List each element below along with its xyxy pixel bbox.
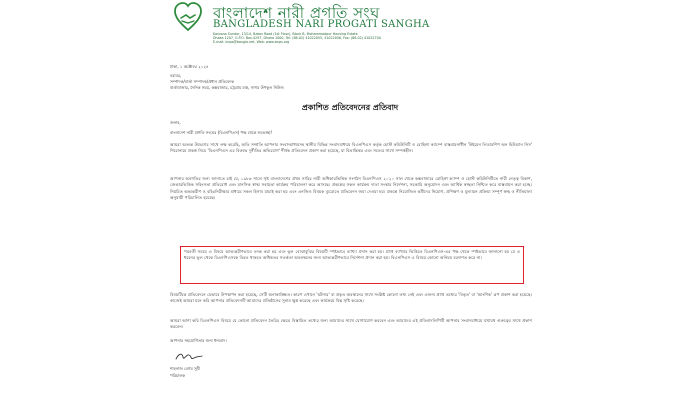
salutation: জনাব,: [170, 120, 181, 125]
org-contact-line: E-mail: bnps@bangla.net, Web: www.bnps.org: [213, 40, 290, 44]
paragraph-objection: বিষয়টিকে প্রতিবেদনে যেভাবে উপস্থাপন করা হয়েছে, সেটি অনাকাঙ্ক্ষিত। কারণ এখানে 'ঘটনার' বা প্রকৃত অবস্থানের সাথে সংশ্লিষ্ট কোনো তথ্য নেই এবং এজন্য প্রাপ্ত তথ্যের 'বিকৃত' বা 'আংশিক' রূপ প্রকাশ করা হয়েছে। কাজেই আমরা মনে করি আপনার প্রতিবেদনটি আমাদের প্রতিষ্ঠানের সুনাম ক্ষুণ্ণ করেছে এবং কার্যক্রমে বিঘ্ন সৃষ্টি করেছে।: [170, 292, 532, 304]
org-logo-icon: [173, 2, 203, 32]
paragraph-highlighted: পরবর্তী সময়ে এ বিষয়ে আভ্যন্তরীণভাবে তদন্ত করা হয় এবং ভুল বোঝাবুঝির বিষয়টি স্পষ্টভাবে ব্যাখ্যা প্রদান করা হয়। প্রাপ্ত ব্যাখ্যার ভিত্তিতে বিএনপিএস-এর পক্ষ থেকে স্পষ্টভাবে জানানো হয় যে এ ধরনের ভুল থেকে বিএনপিএসকে বিরত থাকতে অধিকতর সতর্কতা অবলম্বনের জন্য আভ্যন্তরীণভাবে নির্দেশনা প্রদান করা হয়। বিএনপিএস এ বিষয়ে কোনো অনিয়ম বরদাশত করে না।: [184, 249, 520, 261]
letter-title: প্রকাশিত প্রতিবেদনের প্রতিবাদ: [301, 103, 399, 112]
closing-line: আপনার সহযোগিতার জন্য ধন্যবাদ।: [170, 338, 227, 343]
greeting-line: বাংলাদেশ নারী প্রগতি সংঘের (বিএনপিএস) পক্ষ থেকে শুভেচ্ছা!: [170, 130, 273, 135]
recipient-line-1: বরাবর,: [170, 73, 182, 78]
signature-image: [174, 350, 204, 364]
letter-date: ঢাকা, ১ অক্টোবর ২০২৪: [170, 64, 209, 69]
paragraph-intro: আমরা অত্যন্ত উদ্বেগের সাথে লক্ষ করেছি, অতি সম্প্রতি আপনার সংবাদমাধ্যমসহ স্থানীয় বিভিন্ন সংবাদমাধ্যমে বিএনপিএস কর্তৃক হোস্ট কমিউনিটি ও রোহিঙ্গা ক্যাম্পে বাস্তবায়নাধীন 'উইমেন লিডারশিপ অন হিউম্যান নিস' শিরোনামে প্রকল্প নিয়ে 'বিএনপিএস এর বিরুদ্ধে দুর্নীতির অভিযোগ' শীর্ষক প্রতিবেদন প্রকাশ করা হয়েছে, যা বিভ্রান্তিকর এবং সত্যের সাথে সম্পর্কহীন।: [170, 142, 532, 154]
paragraph-request: আমরা আশা করি বিএনপিএস বিষয়ে যে কোনো প্রতিবেদন তৈরির ক্ষেত্রে বিস্তারিত তথ্যের জন্য আমাদের সাথে যোগাযোগ করবেন এবং আমাদের এই প্রতিবাদলিপিটি আপনার সংবাদমাধ্যমে যথাযথ গুরুত্বের সাথে প্রকাশ করবেন।: [170, 318, 532, 330]
recipient-line-3: বার্তাবাজার, দৈনিক সময়, কক্সবাজার, চট্টগ্রাম মঞ্চ, সাগর উপকূল নিউজ: [170, 85, 284, 90]
signatory-name: শাহনাজ বেগম সুমী: [170, 366, 200, 371]
paragraph-background: আপনার অবগতির জন্য জানাতে চাই যে, ১৯৮৬ সালে সৃষ্ট বাংলাদেশের প্রথম সারির নারী অধিকারভিত্তিক সংগঠন বিএনপিএস ২০২০ সাল থেকে কক্সবাজারে রোহিঙ্গা ক্যাম্প ও হোস্ট কমিউনিটিতে নারী নেতৃত্ব বিকাশ, জেন্ডারভিত্তিক সহিংসতা প্রতিরোধ এবং মানসিক স্বাস্থ্য সহায়তা কার্যক্রম পরিচালনা করে আসছে। প্রকল্পের সকল কার্যক্রম দাতা সংস্থার নির্দেশনা, সরকারি অনুমোদন এবং আর্থিক স্বচ্ছতা নিশ্চিত করে বাস্তবায়ন করা হচ্ছে। নিয়মিত অভ্যন্তরীণ ও বহিঃনিরীক্ষার মাধ্যমে সকল হিসাব যাচাই করা হয় এবং এনজিও বিষয়ক ব্যুরোতে প্রতিবেদন জমা দেওয়া হয়। প্রকল্পে নিয়োজিত কর্মীদের নিয়োগ, প্রশিক্ষণ ও মূল্যায়ন প্রক্রিয়া সম্পূর্ণ স্বচ্ছ ও নীতিমালা অনুযায়ী পরিচালিত হয়েছে।: [170, 176, 532, 201]
org-name-english: BANGLADESH NARI PROGATI SANGHA: [213, 19, 430, 30]
letter-page: [150, 0, 550, 400]
org-address-line-1: Karpona Sundor, 13/14, Babor Road (1st Floor), Block B, Mohammadpur Housing Estate: [213, 32, 358, 36]
highlight-box: [180, 246, 524, 284]
signatory-title: পরিচালক: [170, 373, 186, 378]
recipient-line-2: সম্পাদক/বার্তা সম্পাদক/প্রধান প্রতিবেদক: [170, 79, 235, 84]
org-address-line-2: Dhaka 1207, G.P.O. Box-4297, Dhaka 1000, Tel: (88-02) 41022055, 41022056, Fax: (88-02) 41022700: [213, 36, 381, 40]
org-name-bangla: বাংলাদেশ নারী প্রগতি সংঘ: [213, 4, 380, 22]
